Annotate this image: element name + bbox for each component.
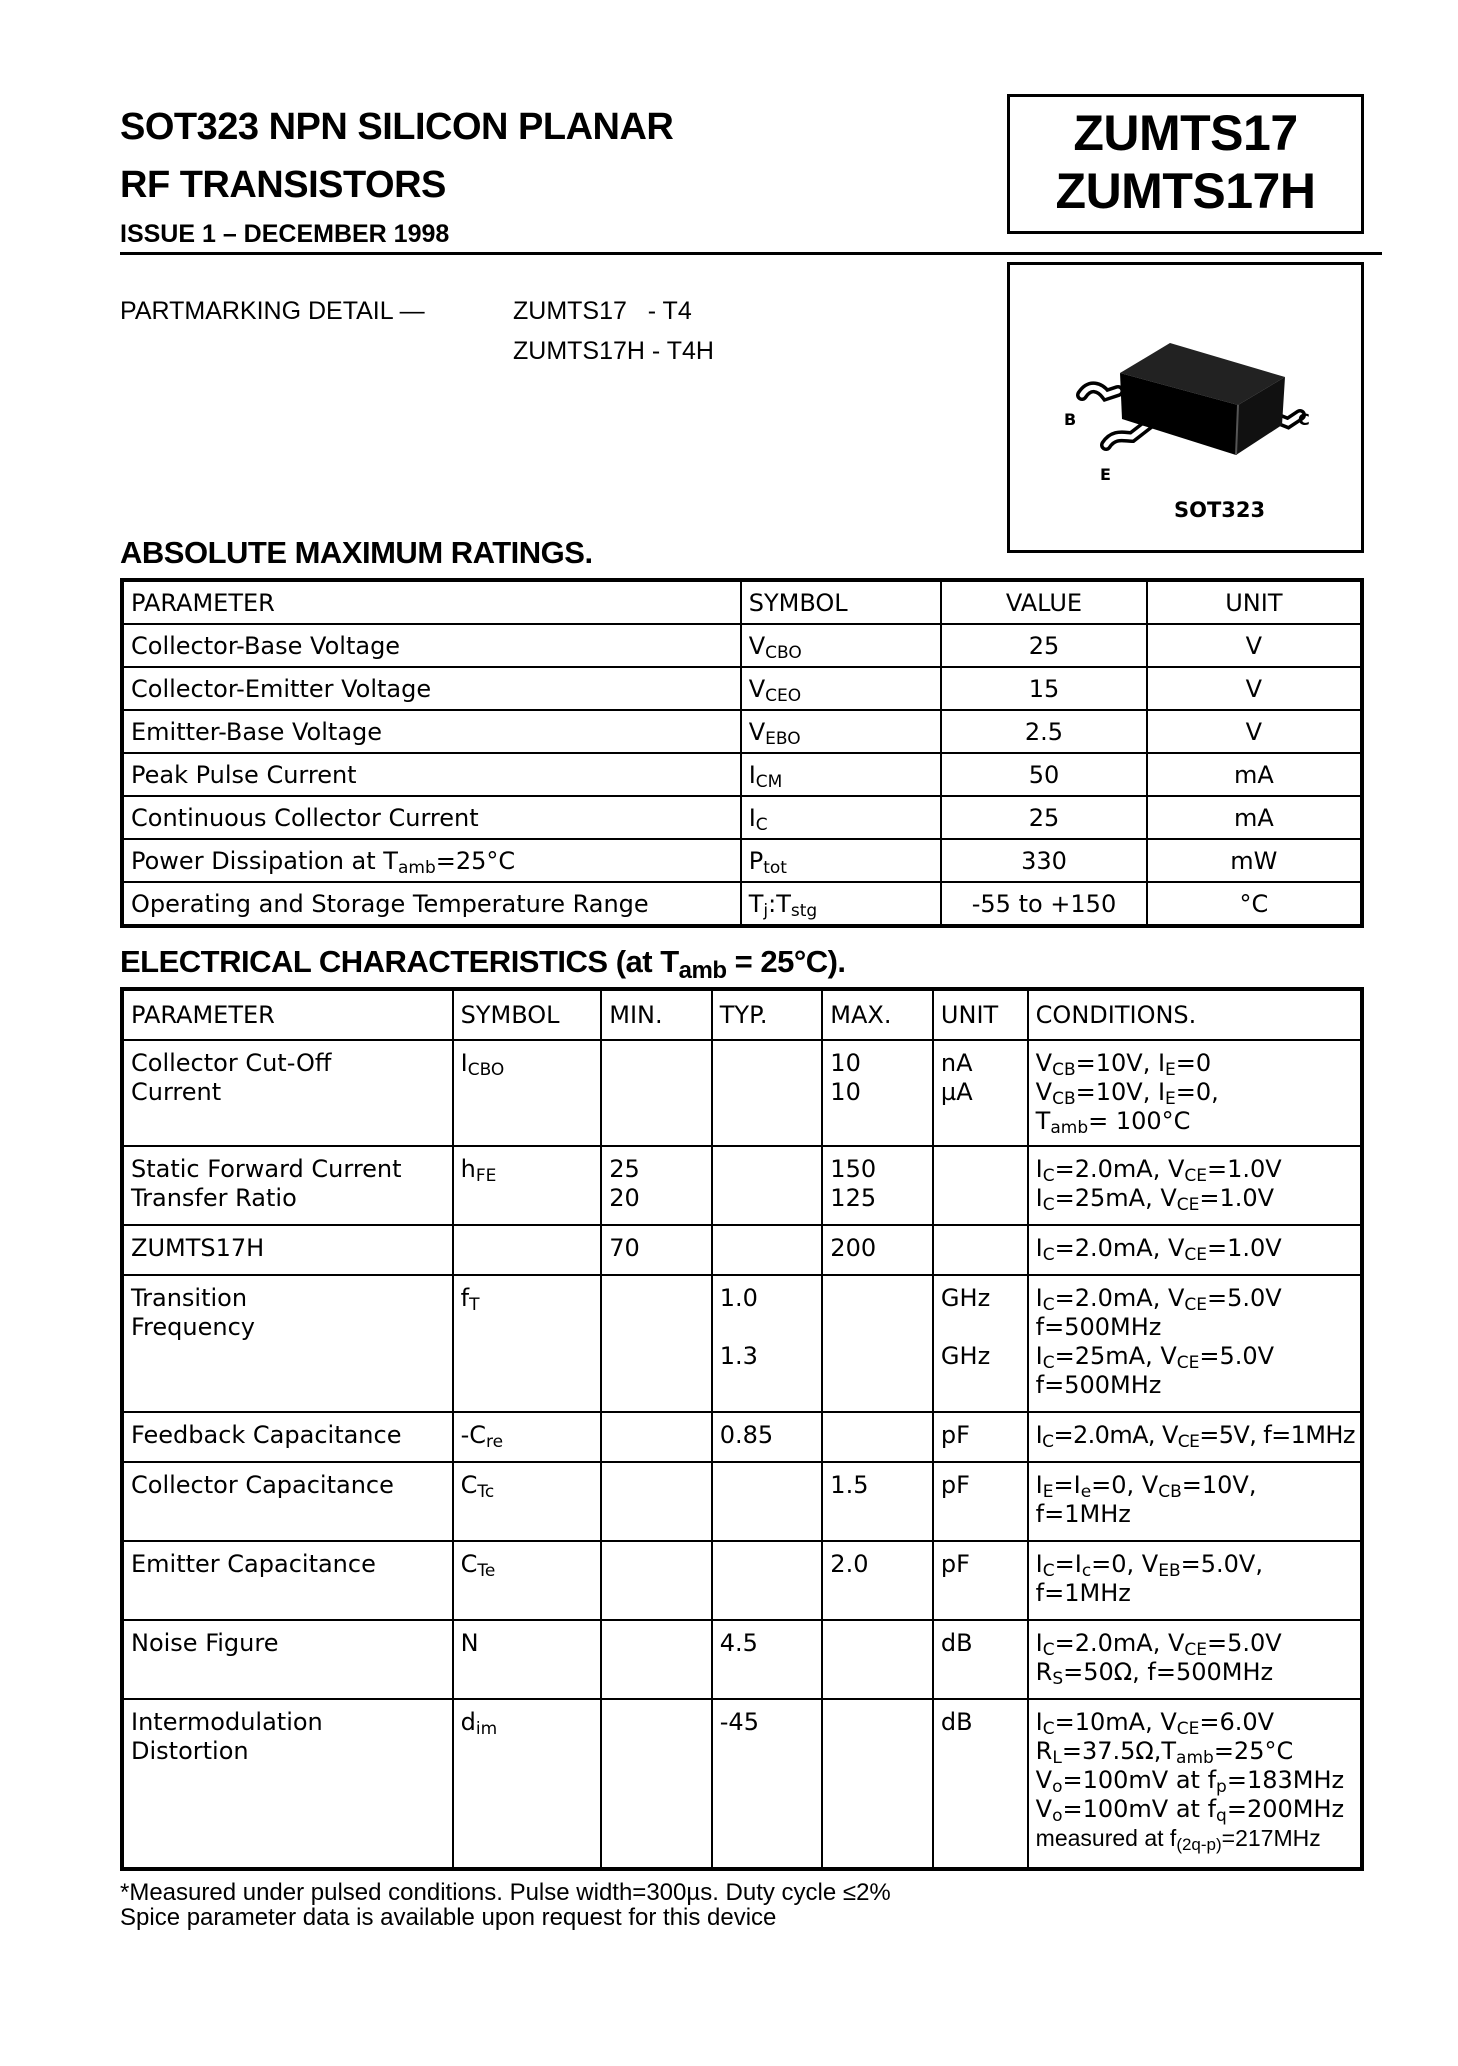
header-parameter: PARAMETER bbox=[122, 580, 741, 624]
unit-value: µA bbox=[940, 1078, 973, 1106]
condition-line: $T_{amb}= 100^\circ C$ bbox=[1035, 1107, 1191, 1138]
elec-char-title bbox=[120, 944, 846, 984]
sot323-package-icon bbox=[1010, 265, 1361, 550]
param-cell bbox=[122, 1146, 453, 1225]
min-value: 25 bbox=[609, 1155, 640, 1183]
min-cell bbox=[601, 1412, 712, 1462]
unit-value: GHz bbox=[940, 1342, 991, 1370]
symbol-subscript: FE bbox=[475, 1166, 497, 1186]
table-row bbox=[122, 753, 1362, 796]
typ-cell bbox=[712, 1146, 823, 1225]
condition-line: $V_o=100mV$ at $f_p=183MHz$ bbox=[1035, 1766, 1345, 1797]
symbol-subscript: C bbox=[755, 814, 768, 835]
symbol-2: :T bbox=[768, 889, 791, 918]
symbol: I bbox=[748, 803, 756, 832]
symbol: f bbox=[460, 1284, 470, 1312]
table-row bbox=[122, 796, 1362, 839]
param-cell: ZUMTS17H bbox=[122, 1225, 453, 1275]
header-unit: UNIT bbox=[1147, 580, 1362, 624]
value-cell: 25 bbox=[941, 796, 1146, 839]
min-cell bbox=[601, 1146, 712, 1225]
table-row bbox=[122, 1225, 1362, 1275]
param-line: Transition bbox=[131, 1284, 248, 1312]
unit-cell: mW bbox=[1147, 839, 1362, 882]
condition-line: $V_o=100mV$ at $f_q=200MHz$ bbox=[1035, 1795, 1345, 1826]
header-unit: UNIT bbox=[933, 989, 1028, 1040]
param-line: Frequency bbox=[131, 1313, 255, 1341]
symbol-cell bbox=[741, 839, 942, 882]
param-cell bbox=[122, 1699, 453, 1869]
unit-value: nA bbox=[940, 1049, 973, 1077]
symbol-subscript: CBO bbox=[765, 642, 802, 663]
param-cell: Collector-Base Voltage bbox=[122, 624, 741, 667]
table-row bbox=[122, 1275, 1362, 1412]
unit-cell bbox=[933, 1275, 1028, 1412]
symbol-subscript-2: stg bbox=[790, 900, 818, 921]
min-cell bbox=[601, 1040, 712, 1146]
symbol: V bbox=[748, 631, 766, 660]
table-row bbox=[122, 1620, 1362, 1699]
part-number-box bbox=[1007, 94, 1364, 234]
symbol-subscript: CM bbox=[755, 771, 783, 792]
typ-cell bbox=[712, 1040, 823, 1146]
abs-max-table bbox=[120, 578, 1364, 928]
unit-cell: pF bbox=[933, 1462, 1028, 1541]
param-cell bbox=[122, 1275, 453, 1412]
symbol-cell bbox=[453, 1225, 602, 1275]
min-value: 20 bbox=[609, 1184, 640, 1212]
condition-line: $V_{CB}=10V$, $I_E=0$ bbox=[1035, 1049, 1212, 1080]
param-cell: Collector-Emitter Voltage bbox=[122, 667, 741, 710]
condition-line: $I_C=2.0mA$, $V_{CE}=5.0V$ bbox=[1035, 1284, 1282, 1315]
issue-date: ISSUE 1 – DECEMBER 1998 bbox=[120, 220, 450, 248]
param-subscript: amb bbox=[397, 857, 436, 878]
max-cell bbox=[822, 1146, 933, 1225]
header-conditions: CONDITIONS. bbox=[1028, 989, 1362, 1040]
param-cell: Collector Capacitance bbox=[122, 1462, 453, 1541]
symbol-cell bbox=[741, 882, 942, 926]
condition-line: $I_C=I_c=0$, $V_{EB}=5.0V$, bbox=[1035, 1550, 1263, 1581]
param-text: Power Dissipation at T bbox=[131, 846, 398, 875]
conditions-cell bbox=[1028, 1699, 1362, 1869]
condition-line: $I_C=2.0mA$, $V_{CE}=1.0V$ bbox=[1035, 1155, 1282, 1186]
symbol-subscript: CEO bbox=[765, 685, 802, 706]
typ-cell bbox=[712, 1275, 823, 1412]
unit-cell bbox=[933, 1040, 1028, 1146]
symbol-cell bbox=[453, 1462, 602, 1541]
conditions-cell bbox=[1028, 1462, 1362, 1541]
part-number-2: ZUMTS17H bbox=[1055, 163, 1316, 219]
table-row bbox=[122, 1462, 1362, 1541]
symbol-subscript: T bbox=[469, 1295, 480, 1315]
value-cell: 25 bbox=[941, 624, 1146, 667]
typ-cell: 4.5 bbox=[712, 1620, 823, 1699]
max-cell bbox=[822, 1699, 933, 1869]
table-header-row bbox=[122, 580, 1362, 624]
condition-line: measured at $f_{(2q-p)}=217MHz$ bbox=[1035, 1825, 1321, 1854]
param-line: Collector Cut-Off bbox=[131, 1049, 332, 1077]
value-cell: 15 bbox=[941, 667, 1146, 710]
param-cell bbox=[122, 839, 741, 882]
min-cell bbox=[601, 1699, 712, 1869]
conditions-cell bbox=[1028, 1040, 1362, 1146]
unit-cell: dB bbox=[933, 1699, 1028, 1869]
unit-cell: mA bbox=[1147, 796, 1362, 839]
unit-cell bbox=[933, 1146, 1028, 1225]
symbol: T bbox=[748, 889, 764, 918]
symbol-subscript: im bbox=[475, 1719, 498, 1739]
symbol-cell bbox=[741, 667, 942, 710]
max-value: 10 bbox=[830, 1049, 861, 1077]
unit-cell: dB bbox=[933, 1620, 1028, 1699]
footnote-spice: Spice parameter data is available upon request for this device bbox=[120, 1904, 777, 1931]
param-cell: Peak Pulse Current bbox=[122, 753, 741, 796]
unit-cell: V bbox=[1147, 710, 1362, 753]
symbol-subscript: j bbox=[763, 900, 769, 921]
param-cell: Continuous Collector Current bbox=[122, 796, 741, 839]
symbol: I bbox=[460, 1049, 468, 1077]
elec-title-text: ELECTRICAL CHARACTERISTICS (at T bbox=[120, 944, 679, 979]
abs-max-title: ABSOLUTE MAXIMUM RATINGS. bbox=[120, 535, 593, 570]
table-row bbox=[122, 667, 1362, 710]
typ-cell bbox=[712, 1462, 823, 1541]
max-cell bbox=[822, 1040, 933, 1146]
value-cell: -55 to +150 bbox=[941, 882, 1146, 926]
symbol-cell bbox=[453, 1699, 602, 1869]
symbol: P bbox=[748, 846, 764, 875]
symbol-subscript: CBO bbox=[467, 1060, 505, 1080]
conditions-cell: $I_C=2.0mA$, $V_{CE}=5V$, f=1MHz bbox=[1028, 1412, 1362, 1462]
max-cell bbox=[822, 1620, 933, 1699]
value-cell: 2.5 bbox=[941, 710, 1146, 753]
header-parameter: PARAMETER bbox=[122, 989, 453, 1040]
symbol-cell bbox=[453, 1412, 602, 1462]
param-line: Intermodulation bbox=[131, 1708, 323, 1736]
footnote-pulsed: *Measured under pulsed conditions. Pulse width=300µs. Duty cycle ≤2% bbox=[120, 1879, 891, 1906]
pin-label-e: E bbox=[1100, 465, 1111, 484]
symbol: I bbox=[748, 760, 756, 789]
max-cell: 2.0 bbox=[822, 1541, 933, 1620]
min-cell bbox=[601, 1541, 712, 1620]
typ-cell bbox=[712, 1225, 823, 1275]
unit-cell: V bbox=[1147, 624, 1362, 667]
max-value: 125 bbox=[830, 1184, 877, 1212]
header-max: MAX. bbox=[822, 989, 933, 1040]
symbol: h bbox=[460, 1155, 476, 1183]
table-row bbox=[122, 1699, 1362, 1869]
symbol-subscript: EBO bbox=[765, 728, 801, 749]
max-cell bbox=[822, 1412, 933, 1462]
param-line: Distortion bbox=[131, 1737, 249, 1765]
max-cell: 200 bbox=[822, 1225, 933, 1275]
header-typ: TYP. bbox=[712, 989, 823, 1040]
partmarking-label: PARTMARKING DETAIL — bbox=[120, 297, 425, 325]
symbol: -C bbox=[460, 1421, 487, 1449]
condition-line: $V_{CB}=10V$, $I_E=0$, bbox=[1035, 1078, 1219, 1109]
header-value: VALUE bbox=[941, 580, 1146, 624]
partmarking-line-1: ZUMTS17 - T4 bbox=[513, 297, 692, 325]
unit-cell: V bbox=[1147, 667, 1362, 710]
param-text-end: =25°C bbox=[435, 846, 516, 875]
param-line: Current bbox=[131, 1078, 222, 1106]
symbol-subscript: Te bbox=[477, 1561, 496, 1581]
symbol-subscript: Tc bbox=[477, 1482, 495, 1502]
header-symbol: SYMBOL bbox=[453, 989, 602, 1040]
part-number-1: ZUMTS17 bbox=[1073, 105, 1298, 161]
symbol-cell bbox=[741, 624, 942, 667]
unit-cell: pF bbox=[933, 1541, 1028, 1620]
unit-value: GHz bbox=[940, 1284, 991, 1312]
param-cell bbox=[122, 1040, 453, 1146]
table-header-row bbox=[122, 989, 1362, 1040]
symbol: C bbox=[460, 1550, 478, 1578]
value-cell: 330 bbox=[941, 839, 1146, 882]
table-row bbox=[122, 1412, 1362, 1462]
conditions-cell: $I_C=2.0mA$, $V_{CE}=1.0V$ bbox=[1028, 1225, 1362, 1275]
typ-value: 1.3 bbox=[719, 1342, 758, 1370]
symbol-cell bbox=[741, 796, 942, 839]
max-value: 150 bbox=[830, 1155, 877, 1183]
symbol: C bbox=[460, 1471, 478, 1499]
max-cell bbox=[822, 1275, 933, 1412]
table-row bbox=[122, 1541, 1362, 1620]
typ-cell: 0.85 bbox=[712, 1412, 823, 1462]
pin-label-c: C bbox=[1298, 410, 1310, 429]
param-line: Transfer Ratio bbox=[131, 1184, 297, 1212]
elec-char-table bbox=[120, 987, 1364, 1871]
table-row bbox=[122, 1040, 1362, 1146]
title-line-1: SOT323 NPN SILICON PLANAR bbox=[120, 106, 674, 148]
min-cell: 70 bbox=[601, 1225, 712, 1275]
unit-cell: pF bbox=[933, 1412, 1028, 1462]
param-cell: Operating and Storage Temperature Range bbox=[122, 882, 741, 926]
conditions-cell bbox=[1028, 1620, 1362, 1699]
condition-line: $R_S=50\Omega$, f=500MHz bbox=[1035, 1658, 1274, 1689]
condition-line: $I_C=25mA$, $V_{CE}=5.0V$ bbox=[1035, 1342, 1275, 1373]
symbol: d bbox=[460, 1708, 476, 1736]
condition-line: $I_E=I_e=0$, $V_{CB}=10V$, bbox=[1035, 1471, 1257, 1502]
header-symbol: SYMBOL bbox=[741, 580, 942, 624]
value-cell: 50 bbox=[941, 753, 1146, 796]
param-cell: Feedback Capacitance bbox=[122, 1412, 453, 1462]
symbol-cell bbox=[453, 1541, 602, 1620]
max-cell: 1.5 bbox=[822, 1462, 933, 1541]
condition-line: f=1MHz bbox=[1035, 1579, 1131, 1607]
symbol-cell bbox=[453, 1040, 602, 1146]
table-row bbox=[122, 624, 1362, 667]
package-image-box bbox=[1007, 262, 1364, 553]
conditions-cell bbox=[1028, 1541, 1362, 1620]
symbol-cell bbox=[741, 753, 942, 796]
symbol-cell bbox=[453, 1146, 602, 1225]
symbol-cell bbox=[453, 1275, 602, 1412]
typ-value: 1.0 bbox=[719, 1284, 758, 1312]
min-cell bbox=[601, 1462, 712, 1541]
symbol-cell bbox=[741, 710, 942, 753]
condition-line: f=500MHz bbox=[1035, 1371, 1162, 1399]
table-row bbox=[122, 710, 1362, 753]
symbol-cell: N bbox=[453, 1620, 602, 1699]
max-value: 10 bbox=[830, 1078, 861, 1106]
elec-title-subscript: amb bbox=[678, 957, 727, 984]
elec-title-end: = 25°C). bbox=[726, 944, 846, 979]
condition-line: f=500MHz bbox=[1035, 1313, 1162, 1341]
conditions-cell bbox=[1028, 1146, 1362, 1225]
param-line: Static Forward Current bbox=[131, 1155, 402, 1183]
pin-label-b: B bbox=[1064, 410, 1077, 429]
unit-cell: °C bbox=[1147, 882, 1362, 926]
param-cell: Emitter Capacitance bbox=[122, 1541, 453, 1620]
typ-cell: -45 bbox=[712, 1699, 823, 1869]
unit-cell bbox=[933, 1225, 1028, 1275]
package-name: SOT323 bbox=[1174, 498, 1266, 522]
conditions-cell bbox=[1028, 1275, 1362, 1412]
title-line-2: RF TRANSISTORS bbox=[120, 164, 446, 206]
unit-cell: mA bbox=[1147, 753, 1362, 796]
min-cell bbox=[601, 1620, 712, 1699]
condition-line: $I_C=10mA$, $V_{CE}=6.0V$ bbox=[1035, 1708, 1275, 1739]
partmarking-line-2: ZUMTS17H - T4H bbox=[513, 337, 714, 365]
symbol-subscript: re bbox=[486, 1432, 504, 1452]
condition-line: $I_C=25mA$, $V_{CE}=1.0V$ bbox=[1035, 1184, 1275, 1215]
symbol-subscript: tot bbox=[763, 857, 787, 878]
header-min: MIN. bbox=[601, 989, 712, 1040]
symbol: V bbox=[748, 717, 766, 746]
min-cell bbox=[601, 1275, 712, 1412]
table-row bbox=[122, 839, 1362, 882]
param-cell: Emitter-Base Voltage bbox=[122, 710, 741, 753]
param-cell: Noise Figure bbox=[122, 1620, 453, 1699]
table-row bbox=[122, 882, 1362, 926]
condition-line: f=1MHz bbox=[1035, 1500, 1131, 1528]
typ-cell bbox=[712, 1541, 823, 1620]
table-row bbox=[122, 1146, 1362, 1225]
condition-line: $I_C=2.0mA$, $V_{CE}=5.0V$ bbox=[1035, 1629, 1282, 1660]
condition-line: $R_L=37.5\Omega,T_{amb}=25^\circ C$ bbox=[1035, 1737, 1294, 1768]
header-divider bbox=[120, 252, 1382, 255]
symbol: V bbox=[748, 674, 766, 703]
